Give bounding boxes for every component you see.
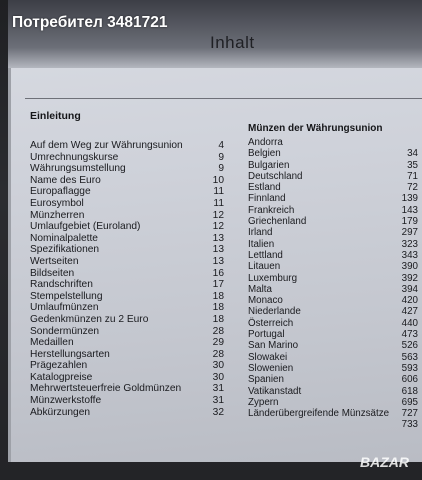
toc-page-number: 323 bbox=[401, 238, 418, 250]
toc-entry-title: Katalogpreise bbox=[30, 371, 93, 383]
toc-row bbox=[30, 383, 224, 395]
toc-row bbox=[30, 210, 224, 222]
toc-row bbox=[248, 261, 418, 272]
toc-entry-title: Umlaufgebiet (Euroland) bbox=[30, 221, 141, 233]
toc-page-number: 727 bbox=[401, 408, 418, 420]
toc-row bbox=[30, 152, 224, 164]
toc-entry-title: Herstellungsarten bbox=[30, 348, 110, 360]
toc-row bbox=[248, 216, 418, 227]
toc-row bbox=[30, 268, 224, 280]
toc-row bbox=[30, 140, 224, 152]
toc-entry-title: Europaflagge bbox=[30, 186, 91, 198]
toc-row bbox=[30, 256, 224, 268]
toc-page-number: 4 bbox=[218, 140, 224, 151]
toc-row bbox=[248, 419, 418, 430]
toc-entry-title: Irland bbox=[248, 227, 273, 239]
toc-page-number: 16 bbox=[212, 267, 224, 279]
toc-entry-title: Sondermünzen bbox=[30, 325, 100, 337]
toc-entry-title: Stempelstellung bbox=[30, 290, 103, 302]
right-section-heading: Münzen der Währungsunion bbox=[248, 123, 383, 134]
toc-page-number: 17 bbox=[212, 279, 224, 291]
toc-entry-title: San Marino bbox=[248, 340, 299, 352]
toc-page-number: 143 bbox=[401, 204, 418, 216]
toc-entry-title: Lettland bbox=[248, 249, 283, 261]
toc-page-number: 29 bbox=[212, 337, 224, 349]
toc-row bbox=[30, 326, 224, 338]
toc-page-number: 695 bbox=[401, 396, 418, 408]
toc-row bbox=[248, 137, 418, 148]
toc-row bbox=[30, 233, 224, 245]
toc-entry-title: Zypern bbox=[248, 396, 279, 408]
toc-page-number: 9 bbox=[218, 163, 224, 175]
toc-row bbox=[30, 163, 224, 175]
left-toc-list bbox=[30, 140, 224, 418]
toc-entry-title: Finnland bbox=[248, 193, 286, 205]
toc-row bbox=[30, 349, 224, 361]
toc-page-number: 12 bbox=[212, 221, 224, 233]
toc-row bbox=[30, 395, 224, 407]
toc-entry-title: Litauen bbox=[248, 261, 281, 273]
toc-entry-title: Nominalpalette bbox=[30, 232, 98, 244]
toc-page-number: 473 bbox=[401, 329, 418, 341]
toc-entry-title: Slowakei bbox=[248, 351, 288, 363]
toc-entry-title: Österreich bbox=[248, 317, 294, 329]
toc-entry-title: Portugal bbox=[248, 329, 285, 341]
toc-page-number: 420 bbox=[401, 295, 418, 307]
toc-entry-title: Name des Euro bbox=[30, 174, 101, 186]
toc-page-number: 427 bbox=[401, 306, 418, 318]
toc-entry-title: Randschriften bbox=[30, 279, 93, 291]
toc-entry-title: Abkürzungen bbox=[30, 406, 91, 418]
toc-page-number: 32 bbox=[212, 406, 224, 418]
toc-row bbox=[248, 408, 418, 419]
toc-entry-title: Niederlande bbox=[248, 306, 301, 318]
toc-row bbox=[248, 273, 418, 284]
page-title: Inhalt bbox=[210, 33, 255, 52]
toc-entry-title: Frankreich bbox=[248, 204, 295, 216]
toc-row bbox=[30, 360, 224, 372]
toc-row bbox=[30, 407, 224, 419]
toc-entry-title: Italien bbox=[248, 238, 275, 250]
toc-entry-title: Länderübergreifende Münzsätze bbox=[248, 408, 390, 420]
toc-page-number: 297 bbox=[401, 227, 418, 239]
toc-page-number: 18 bbox=[212, 290, 224, 302]
toc-entry-title: Eurosymbol bbox=[30, 197, 84, 209]
toc-row bbox=[248, 397, 418, 408]
toc-page-number: 10 bbox=[212, 174, 224, 186]
toc-page-number: 28 bbox=[212, 348, 224, 360]
toc-entry-title: Spanien bbox=[248, 374, 284, 386]
toc-row bbox=[248, 363, 418, 374]
toc-page-number: 72 bbox=[407, 182, 418, 194]
toc-entry-title: Münzwerkstoffe bbox=[30, 395, 102, 407]
toc-row bbox=[248, 160, 418, 171]
toc-row bbox=[248, 182, 418, 193]
toc-entry-title: Auf dem Weg zur Währungsunion bbox=[30, 140, 183, 151]
toc-entry-title: Umlaufmünzen bbox=[30, 302, 99, 314]
toc-row bbox=[248, 227, 418, 238]
toc-page-number: 28 bbox=[212, 325, 224, 337]
toc-row bbox=[248, 306, 418, 317]
toc-page-number: 394 bbox=[401, 283, 418, 295]
toc-entry-title: Mehrwertsteuerfreie Goldmünzen bbox=[30, 383, 182, 395]
toc-page-number: 31 bbox=[212, 395, 224, 407]
toc-page-number: 343 bbox=[401, 249, 418, 261]
toc-entry-title: Währungsumstellung bbox=[30, 163, 126, 175]
toc-row bbox=[248, 239, 418, 250]
right-toc-list bbox=[248, 137, 418, 431]
toc-entry-title: Medaillen bbox=[30, 337, 74, 349]
toc-page-number: 440 bbox=[401, 317, 418, 329]
toc-page-number: 30 bbox=[212, 360, 224, 372]
toc-row bbox=[248, 352, 418, 363]
toc-entry-title: Münzherren bbox=[30, 209, 85, 221]
toc-row bbox=[248, 386, 418, 397]
toc-row bbox=[248, 148, 418, 159]
toc-row bbox=[30, 186, 224, 198]
toc-entry-title: Vatikanstadt bbox=[248, 385, 302, 397]
toc-page-number: 12 bbox=[212, 209, 224, 221]
toc-page-number: 11 bbox=[213, 197, 224, 209]
toc-page-number: 9 bbox=[218, 151, 224, 163]
toc-entry-title: Griechenland bbox=[248, 216, 307, 228]
toc-page-number: 593 bbox=[401, 362, 418, 374]
toc-row bbox=[30, 337, 224, 349]
toc-page-number: 18 bbox=[212, 313, 224, 325]
toc-page-number: 34 bbox=[407, 148, 418, 160]
toc-entry-title: Wertseiten bbox=[30, 255, 79, 267]
toc-page-number: 13 bbox=[212, 244, 224, 256]
toc-page-number: 733 bbox=[401, 419, 418, 431]
toc-entry-title: Bildseiten bbox=[30, 267, 75, 279]
toc-page-number: 71 bbox=[407, 170, 418, 182]
toc-row bbox=[248, 171, 418, 182]
header-divider bbox=[25, 98, 422, 99]
toc-row bbox=[248, 340, 418, 351]
toc-page-number: 390 bbox=[401, 261, 418, 273]
toc-page-number: 179 bbox=[401, 216, 418, 228]
left-section-heading: Einleitung bbox=[30, 110, 81, 122]
toc-page-number: 392 bbox=[401, 272, 418, 284]
toc-row bbox=[30, 372, 224, 384]
toc-row bbox=[30, 279, 224, 291]
toc-page-number: 31 bbox=[212, 383, 224, 395]
toc-entry-title: Estland bbox=[248, 182, 281, 194]
bazar-logo: BAZAR bbox=[360, 454, 409, 470]
toc-page-number: 13 bbox=[212, 255, 224, 267]
toc-row bbox=[248, 250, 418, 261]
toc-entry-title: Umrechnungskurse bbox=[30, 151, 119, 163]
toc-page-number: 13 bbox=[212, 232, 224, 244]
page-edge bbox=[8, 0, 11, 462]
toc-row bbox=[30, 221, 224, 233]
toc-row bbox=[248, 329, 418, 340]
toc-page-number: 35 bbox=[407, 159, 418, 171]
toc-row bbox=[30, 244, 224, 256]
toc-entry-title: Slowenien bbox=[248, 362, 294, 374]
toc-entry-title: Luxemburg bbox=[248, 272, 298, 284]
toc-row bbox=[248, 205, 418, 216]
toc-entry-title: Bulgarien bbox=[248, 159, 290, 171]
toc-row bbox=[248, 284, 418, 295]
toc-row bbox=[30, 302, 224, 314]
toc-entry-title: Deutschland bbox=[248, 170, 303, 182]
toc-entry-title: Prägezahlen bbox=[30, 360, 88, 372]
toc-page-number: 30 bbox=[212, 371, 224, 383]
toc-page-number: 139 bbox=[401, 193, 418, 205]
toc-row bbox=[248, 295, 418, 306]
toc-page-number: 18 bbox=[212, 302, 224, 314]
toc-row bbox=[248, 193, 418, 204]
toc-entry-title: Gedenkmünzen zu 2 Euro bbox=[30, 313, 149, 325]
toc-row bbox=[30, 175, 224, 187]
toc-page-number: 563 bbox=[401, 351, 418, 363]
toc-entry-title: Spezifikationen bbox=[30, 244, 100, 256]
toc-page-number: 618 bbox=[401, 385, 418, 397]
toc-page-number: 606 bbox=[401, 374, 418, 386]
toc-entry-title: Belgien bbox=[248, 148, 281, 160]
toc-row bbox=[248, 374, 418, 385]
toc-page-number: 526 bbox=[401, 340, 418, 352]
toc-row bbox=[30, 198, 224, 210]
toc-row bbox=[30, 314, 224, 326]
toc-entry-title: Malta bbox=[248, 283, 272, 295]
toc-entry-title: Monaco bbox=[248, 295, 283, 307]
toc-entry-title: Andorra bbox=[248, 137, 283, 148]
toc-page-number: 11 bbox=[213, 186, 224, 198]
toc-row bbox=[30, 291, 224, 303]
toc-row bbox=[248, 318, 418, 329]
user-watermark: Потребител 3481721 bbox=[12, 14, 168, 31]
